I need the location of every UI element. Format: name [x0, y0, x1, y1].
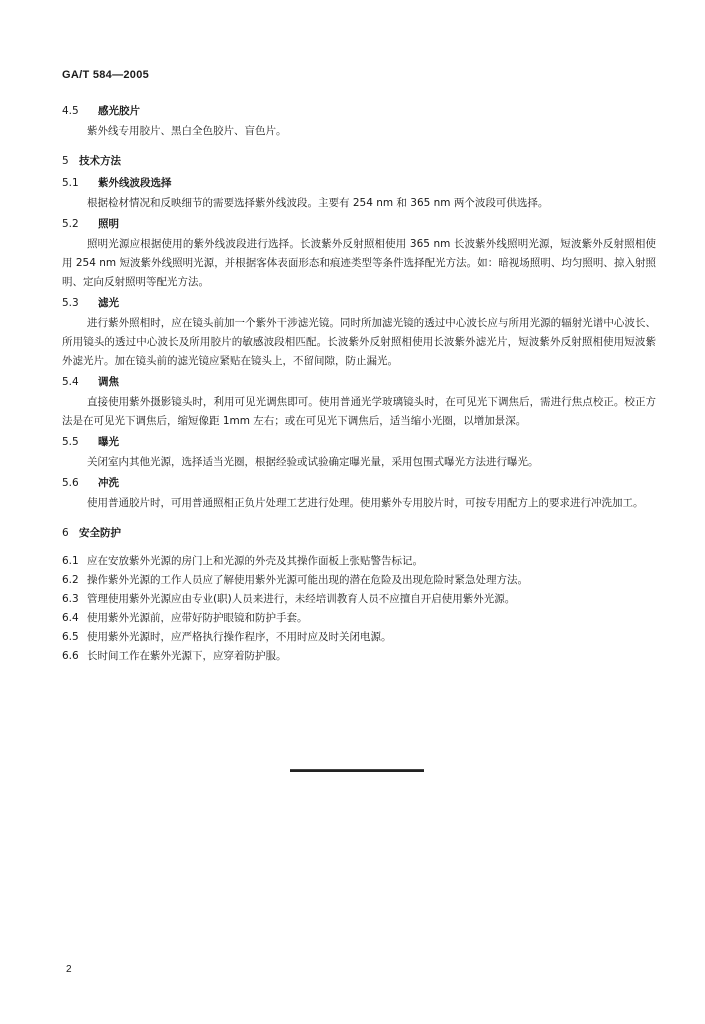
heading-title: 冲洗 — [98, 477, 119, 489]
standard-number: GA/T 584—2005 — [62, 69, 150, 81]
heading-title: 技术方法 — [79, 155, 121, 167]
item-number: 6.4 — [62, 612, 79, 624]
paragraph-5-4: 直接使用紫外摄影镜头时，利用可见光调焦即可。使用普通光学玻璃镜头时，在可见光下调焦后，需进行焦点校正。校正方法是在可见光下调焦后，缩短像距 1mm 左右；或在可见光下调焦后，适当缩小光圈，以增加景深。 — [62, 396, 656, 427]
heading-number: 5.1 — [62, 177, 79, 189]
heading-title: 调焦 — [98, 376, 119, 388]
heading-4-5 — [62, 100, 656, 122]
heading-number: 5.4 — [62, 376, 79, 388]
heading-number: 5.2 — [62, 218, 79, 230]
item-text: 使用紫外光源前，应带好防护眼镜和防护手套。 — [87, 612, 308, 624]
item-number: 6.6 — [62, 650, 79, 662]
paragraph-5-1: 根据检材情况和反映细节的需要选择紫外线波段。主要有 254 nm 和 365 nm 两个波段可供选择。 — [87, 197, 549, 209]
item-text: 管理使用紫外光源应由专业(职)人员来进行，未经培训教育人员不应擅自开启使用紫外光源。 — [87, 593, 516, 605]
item-number: 6.1 — [62, 555, 79, 567]
end-of-document-rule — [290, 770, 424, 772]
heading-title: 滤光 — [98, 297, 119, 309]
heading-title: 安全防护 — [79, 527, 121, 539]
paragraph-5-3: 进行紫外照相时，应在镜头前加一个紫外干涉滤光镜。同时所加滤光镜的透过中心波长应与所用光源的辐射光谱中心波长、所用镜头的透过中心波长及所用胶片的敏感波段相匹配。长波紫外反射照相使用长波紫外滤光片，短波紫外反射照相使用短波紫外滤光片。加在镜头前的滤光镜应紧贴在镜头上，不留间隙，防止漏光。 — [62, 317, 656, 367]
heading-5-6 — [62, 472, 656, 494]
list-item — [62, 552, 656, 571]
item-text: 长时间工作在紫外光源下，应穿着防护服。 — [87, 650, 287, 662]
heading-number: 5.6 — [62, 477, 79, 489]
heading-5-5 — [62, 431, 656, 453]
heading-5-2 — [62, 213, 656, 235]
heading-5-3 — [62, 292, 656, 314]
heading-title: 曝光 — [98, 436, 119, 448]
heading-5 — [62, 150, 656, 172]
list-item — [62, 571, 656, 590]
paragraph-5-2: 照明光源应根据使用的紫外线波段进行选择。长波紫外反射照相使用 365 nm 长波紫外线照明光源，短波紫外反射照相使用 254 nm 短波紫外线照明光源，并根据客体表面形态和痕迹类型等条件选择配光方法。如：暗视场照明、均匀照明、掠入射照明、定向反射照明等配光方法。 — [62, 238, 656, 288]
heading-number: 5 — [62, 155, 69, 167]
heading-number: 5.5 — [62, 436, 79, 448]
list-item — [62, 647, 656, 666]
heading-6 — [62, 522, 656, 544]
heading-number: 5.3 — [62, 297, 79, 309]
item-number: 6.2 — [62, 574, 79, 586]
item-text: 应在安放紫外光源的房门上和光源的外壳及其操作面板上张贴警告标记。 — [87, 555, 423, 567]
heading-5-4 — [62, 371, 656, 393]
spacer — [62, 544, 656, 552]
heading-number: 6 — [62, 527, 69, 539]
list-item — [62, 609, 656, 628]
item-number: 6.3 — [62, 593, 79, 605]
list-item — [62, 590, 656, 609]
heading-title: 感光胶片 — [98, 105, 140, 117]
paragraph-5-6: 使用普通胶片时，可用普通照相正负片处理工艺进行处理。使用紫外专用胶片时，可按专用配方上的要求进行冲洗加工。 — [87, 497, 644, 509]
item-text: 操作紫外光源的工作人员应了解使用紫外光源可能出现的潜在危险及出现危险时紧急处理方法。 — [87, 574, 528, 586]
heading-title: 紫外线波段选择 — [98, 177, 172, 189]
paragraph-5-5: 关闭室内其他光源，选择适当光圈，根据经验或试验确定曝光量，采用包围式曝光方法进行曝光。 — [87, 456, 539, 468]
item-text: 使用紫外光源时，应严格执行操作程序，不用时应及时关闭电源。 — [87, 631, 392, 643]
document-body — [62, 100, 656, 666]
page-number: 2 — [66, 964, 72, 975]
item-number: 6.5 — [62, 631, 79, 643]
heading-5-1 — [62, 172, 656, 194]
paragraph-4-5: 紫外线专用胶片、黑白全色胶片、盲色片。 — [87, 125, 287, 137]
list-item — [62, 628, 656, 647]
heading-title: 照明 — [98, 218, 119, 230]
heading-number: 4.5 — [62, 105, 79, 117]
